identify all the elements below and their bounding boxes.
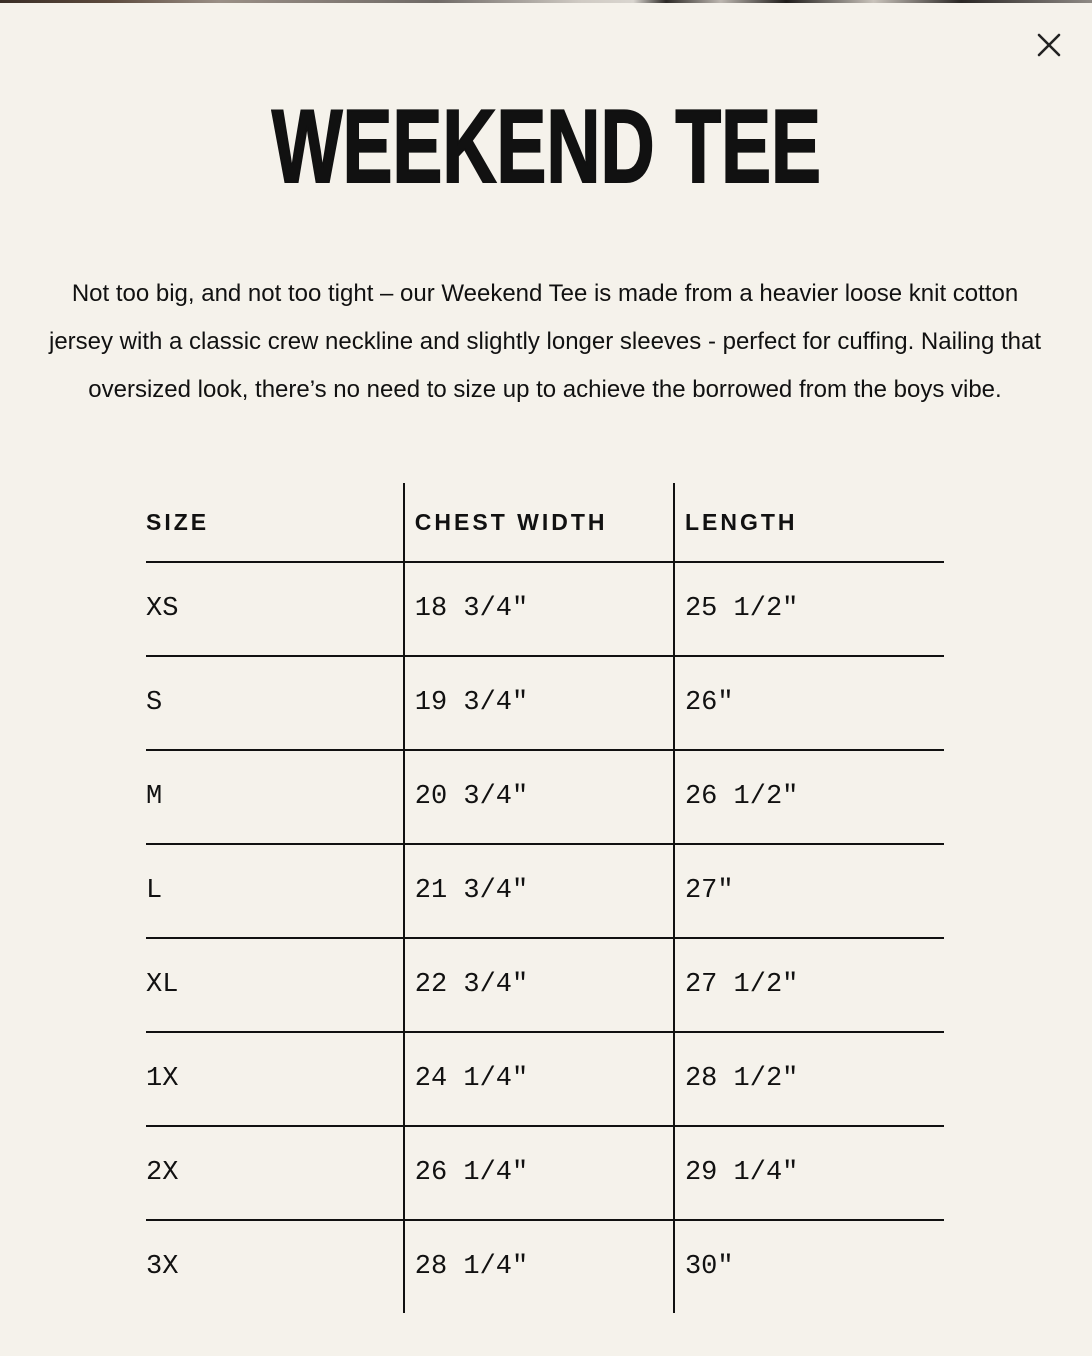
size-cell: M: [146, 750, 404, 844]
table-row: [146, 938, 944, 1032]
length-cell: 25 1/2": [674, 562, 944, 656]
size-guide-modal: [0, 3, 1092, 1356]
length-cell: 28 1/2": [674, 1032, 944, 1126]
close-icon: [1030, 27, 1066, 63]
table-row: [146, 844, 944, 938]
length-cell: 26 1/2": [674, 750, 944, 844]
chest-width-cell: 18 3/4": [404, 562, 674, 656]
header-length: LENGTH: [674, 483, 944, 562]
table-row: [146, 562, 944, 656]
size-chart-table: [146, 483, 944, 1313]
size-cell: 1X: [146, 1032, 404, 1126]
chest-width-cell: 22 3/4": [404, 938, 674, 1032]
table-row: [146, 1126, 944, 1220]
length-cell: 30″: [674, 1220, 944, 1313]
product-description: Not too big, and not too tight – our Weekend Tee is made from a heavier loose knit cotton jersey with a classic crew neckline and slightly longer sleeves - perfect for cuffing. Nailing that oversized look, there’s no need to size up to achieve the borrowed from the boys vibe.: [48, 280, 1041, 403]
size-cell: 2X: [146, 1126, 404, 1220]
length-cell: 26": [674, 656, 944, 750]
table-header-row: [146, 483, 944, 562]
table-row: [146, 750, 944, 844]
size-cell: XL: [146, 938, 404, 1032]
close-button[interactable]: [1030, 27, 1066, 63]
chest-width-cell: 19 3/4": [404, 656, 674, 750]
table-row: [146, 1032, 944, 1126]
size-cell: XS: [146, 562, 404, 656]
chest-width-cell: 20 3/4": [404, 750, 674, 844]
chest-width-cell: 24 1/4": [404, 1032, 674, 1126]
header-chest-width: CHEST WIDTH: [404, 483, 674, 562]
chest-width-cell: 21 3/4": [404, 844, 674, 938]
header-size: SIZE: [146, 483, 404, 562]
size-cell: S: [146, 656, 404, 750]
length-cell: 27 1/2": [674, 938, 944, 1032]
length-cell: 27": [674, 844, 944, 938]
page-title: WEEKEND TEE: [271, 89, 821, 205]
table-row: [146, 656, 944, 750]
length-cell: 29 1/4": [674, 1126, 944, 1220]
chest-width-cell: 26 1/4": [404, 1126, 674, 1220]
chest-width-cell: 28 1/4": [404, 1220, 674, 1313]
table-row: [146, 1220, 944, 1313]
size-cell: L: [146, 844, 404, 938]
size-cell: 3X: [146, 1252, 179, 1282]
